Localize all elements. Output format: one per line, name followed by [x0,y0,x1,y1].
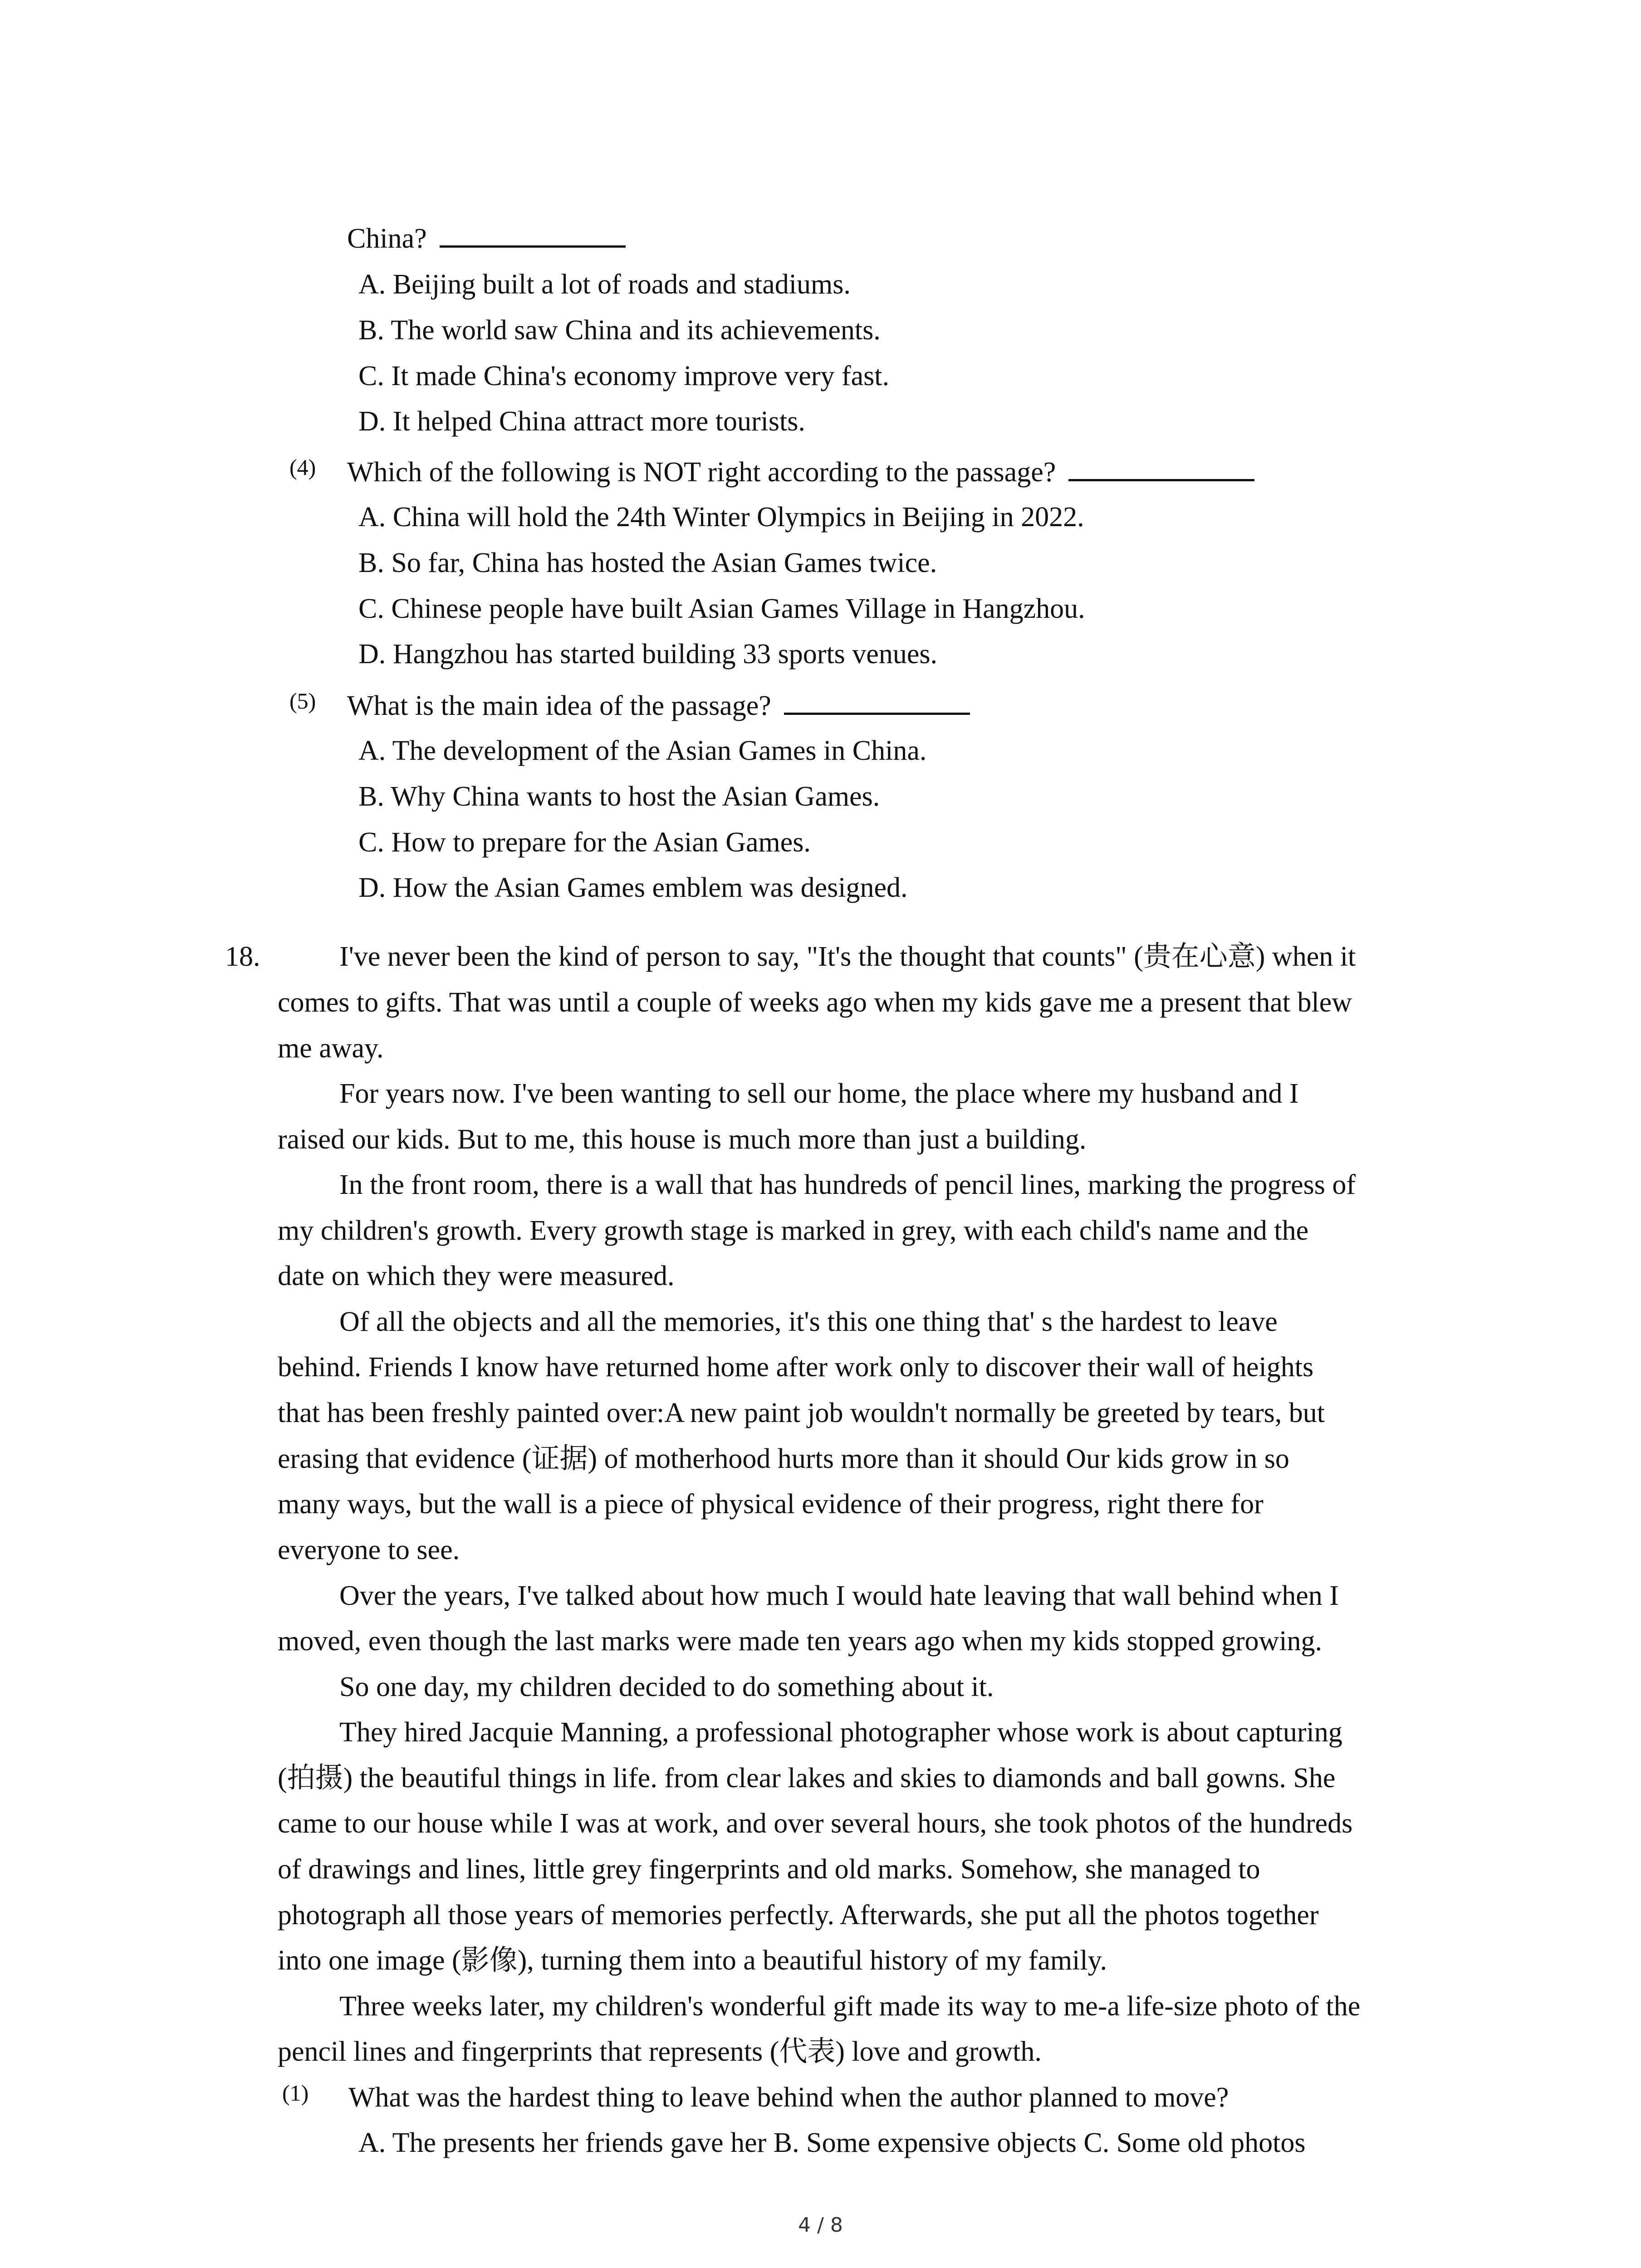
passage-line: So one day, my children decided to do something about it. [339,1672,994,1702]
passage-line: Three weeks later, my children's wonderful gift made its way to me-a life-size photo of the [339,1991,1361,2022]
q3-option-d: D. It helped China attract more tourists. [358,406,805,437]
q3-option-c: C. It made China's economy improve very fast. [358,361,889,391]
passage-line: that has been freshly painted over:A new paint job wouldn't normally be greeted by tears, but [278,1398,1325,1428]
passage-line: everyone to see. [278,1535,460,1565]
passage-line: into one image (影像), turning them into a beautiful history of my family. [278,1945,1107,1976]
answer-blank [1068,454,1254,481]
passage-line: For years now. I've been wanting to sell our home, the place where my husband and I [339,1078,1299,1109]
passage-line: In the front room, there is a wall that has hundreds of pencil lines, marking the progress of [339,1169,1356,1200]
passage-line: (拍摄) the beautiful things in life. from clear lakes and skies to diamonds and ball gowns. She [278,1763,1336,1794]
passage-line: raised our kids. But to me, this house is much more than just a building. [278,1124,1087,1155]
q4-option-b: B. So far, China has hosted the Asian Games twice. [358,547,937,578]
q5-stem: What is the main idea of the passage? [347,687,970,724]
passage-line: Over the years, I've talked about how much I would hate leaving that wall behind when I [339,1580,1339,1611]
passage-line: date on which they were measured. [278,1261,675,1291]
q3-option-a: A. Beijing built a lot of roads and stadiums. [358,269,851,300]
q18-1-number: (1) [282,2080,309,2106]
passage-line: photograph all those years of memories perfectly. Afterwards, she put all the photos together [278,1900,1319,1931]
passage-line: came to our house while I was at work, and over several hours, she took photos of the hundreds [278,1808,1353,1839]
q3-stem-tail: China? [347,220,626,257]
q5-option-b: B. Why China wants to host the Asian Games. [358,781,880,812]
passage-line: pencil lines and fingerprints that represents (代表) love and growth. [278,2036,1042,2067]
q18-1-stem: What was the hardest thing to leave behind when the author planned to move? [348,2082,1229,2113]
q4-option-c: C. Chinese people have built Asian Games Village in Hangzhou. [358,593,1085,624]
answer-blank [784,687,970,715]
q3-option-b: B. The world saw China and its achievements. [358,315,881,346]
q5-option-a: A. The development of the Asian Games in China. [358,735,927,766]
passage-line: me away. [278,1033,384,1064]
passage-line: my children's growth. Every growth stage is marked in grey, with each child's name and the [278,1215,1309,1246]
q4-number: (4) [289,455,316,480]
passage-line: comes to gifts. That was until a couple of weeks ago when my kids gave me a present that blew [278,987,1352,1018]
q5-option-d: D. How the Asian Games emblem was designed. [358,872,908,903]
passage-line: behind. Friends I know have returned home after work only to discover their wall of heights [278,1352,1314,1383]
page-indicator: 4 / 8 [798,2214,843,2237]
q5-number: (5) [289,688,316,714]
passage-line: They hired Jacquie Manning, a professional photographer whose work is about capturing [339,1717,1342,1748]
answer-blank [440,220,626,248]
passage-line: many ways, but the wall is a piece of physical evidence of their progress, right there for [278,1489,1264,1520]
q4-option-a: A. China will hold the 24th Winter Olympics in Beijing in 2022. [358,502,1084,533]
passage-line: Of all the objects and all the memories, it's this one thing that' s the hardest to leave [339,1306,1278,1337]
item-18-number: 18. [225,941,260,972]
passage-line: of drawings and lines, little grey fingerprints and old marks. Somehow, she managed to [278,1854,1260,1885]
passage-line: moved, even though the last marks were made ten years ago when my kids stopped growing. [278,1626,1323,1657]
q4-option-d: D. Hangzhou has started building 33 sports venues. [358,639,937,670]
q5-option-c: C. How to prepare for the Asian Games. [358,827,811,858]
passage-line: erasing that evidence (证据) of motherhood hurts more than it should Our kids grow in so [278,1443,1289,1474]
passage-line: I've never been the kind of person to say, "It's the thought that counts" (贵在心意) when it [339,941,1356,972]
q4-stem: Which of the following is NOT right according to the passage? [347,454,1254,490]
q18-1-options: A. The presents her friends gave her B. Some expensive objects C. Some old photos [358,2127,1306,2158]
